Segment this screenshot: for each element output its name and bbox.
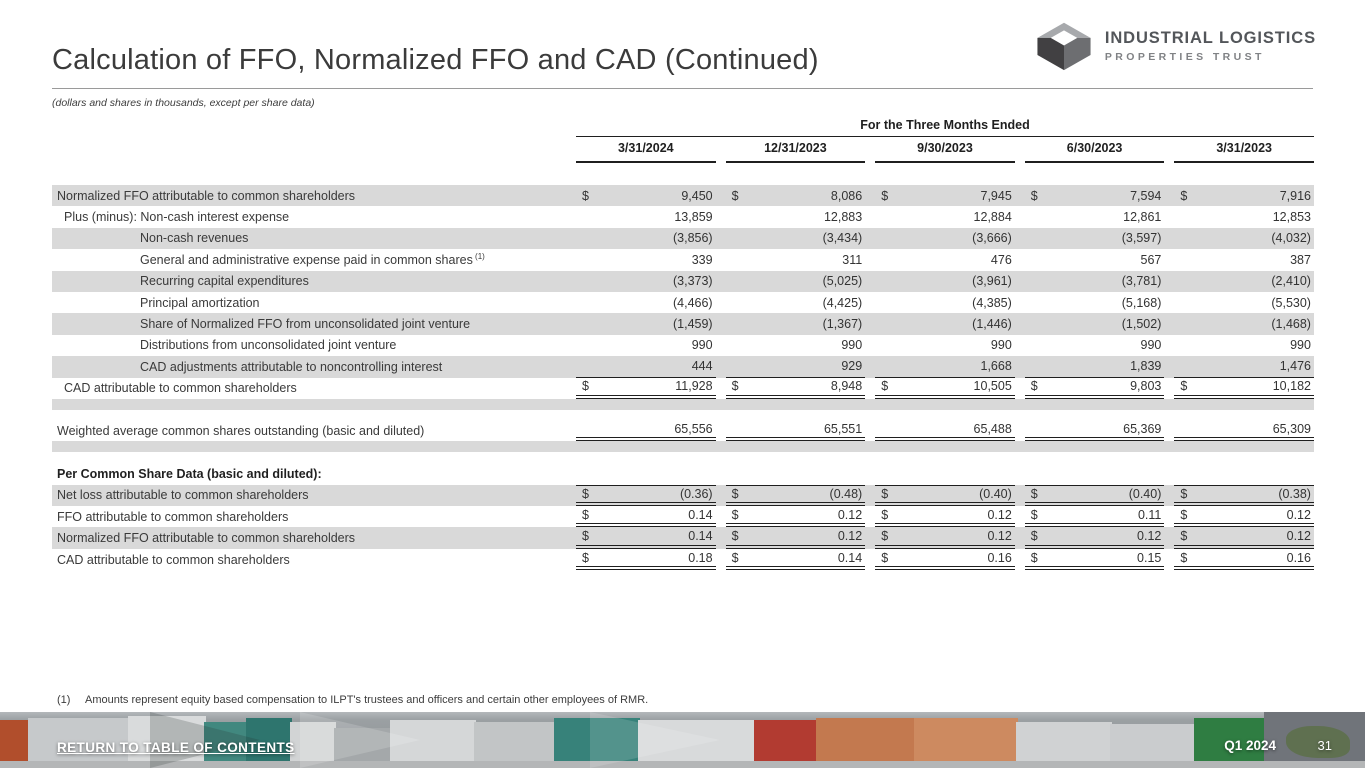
logo-line1: INDUSTRIAL LOGISTICS bbox=[1104, 28, 1316, 47]
table-row bbox=[52, 420, 1314, 441]
value-cell bbox=[726, 206, 866, 227]
dollar-sign: $ bbox=[1030, 550, 1038, 565]
table-row bbox=[52, 441, 1314, 452]
value-cell bbox=[1025, 506, 1165, 527]
table-row bbox=[52, 527, 1314, 548]
value-cell bbox=[726, 249, 866, 270]
dollar-sign: $ bbox=[582, 550, 589, 565]
cell-value: 0.12 bbox=[1286, 507, 1311, 522]
value-cell bbox=[1174, 292, 1314, 313]
dollar-sign: $ bbox=[881, 507, 889, 522]
cell-value: (3,597) bbox=[1121, 231, 1162, 246]
value-cell bbox=[576, 506, 716, 527]
row-values bbox=[576, 485, 1314, 506]
row-label: Weighted average common shares outstanding (basic and diluted) bbox=[57, 423, 425, 438]
table-row bbox=[52, 410, 1314, 420]
value-cell bbox=[576, 335, 716, 356]
value-cell bbox=[1025, 292, 1165, 313]
table-row bbox=[52, 378, 1314, 399]
table-row bbox=[52, 228, 1314, 249]
cell-value: 929 bbox=[841, 359, 863, 374]
row-label: CAD attributable to common shareholders bbox=[57, 552, 290, 567]
cell-value: 65,551 bbox=[823, 421, 863, 436]
value-cell bbox=[1025, 420, 1165, 441]
table-row bbox=[52, 452, 1314, 463]
dollar-sign: $ bbox=[731, 188, 739, 203]
column-header: 9/30/2023 bbox=[875, 137, 1015, 163]
table-row bbox=[52, 356, 1314, 377]
value-cell bbox=[576, 206, 716, 227]
row-label: CAD attributable to common shareholders bbox=[64, 381, 297, 396]
cell-value: 12,883 bbox=[823, 210, 863, 225]
cell-value: 65,488 bbox=[973, 421, 1012, 436]
cell-value: 7,945 bbox=[980, 188, 1012, 203]
row-values bbox=[576, 185, 1314, 206]
value-cell bbox=[576, 271, 716, 292]
value-cell bbox=[1025, 335, 1165, 356]
cell-value: (3,434) bbox=[822, 231, 863, 246]
value-cell bbox=[875, 378, 1015, 399]
footer-photo bbox=[0, 712, 1365, 768]
column-header: 3/31/2023 bbox=[1174, 137, 1314, 163]
value-cell bbox=[1025, 378, 1165, 399]
row-values bbox=[576, 228, 1314, 249]
dollar-sign: $ bbox=[731, 529, 739, 544]
cell-value: (3,856) bbox=[672, 231, 713, 246]
page-title: Calculation of FFO, Normalized FFO and CAD (Continued) bbox=[52, 44, 819, 76]
cell-value: 9,803 bbox=[1130, 379, 1162, 394]
dollar-sign: $ bbox=[1180, 507, 1188, 522]
dollar-sign: $ bbox=[582, 529, 589, 544]
cell-value: (1,468) bbox=[1271, 317, 1311, 332]
value-cell bbox=[1174, 206, 1314, 227]
row-label: Distributions from unconsolidated joint venture bbox=[140, 338, 397, 353]
row-values bbox=[576, 313, 1314, 334]
row-label: Principal amortization bbox=[140, 295, 260, 310]
column-header: 3/31/2024 bbox=[576, 137, 716, 163]
row-label: Share of Normalized FFO from unconsolidated joint venture bbox=[140, 317, 471, 332]
column-header: 12/31/2023 bbox=[726, 137, 866, 163]
cell-value: 10,505 bbox=[973, 379, 1012, 394]
cell-value: (3,781) bbox=[1121, 274, 1162, 289]
cell-value: 12,861 bbox=[1123, 210, 1162, 225]
value-cell bbox=[726, 335, 866, 356]
units-note: (dollars and shares in thousands, except per share data) bbox=[52, 97, 315, 109]
value-cell bbox=[1174, 420, 1314, 441]
value-cell bbox=[1174, 356, 1314, 377]
cell-value: 0.12 bbox=[837, 529, 863, 544]
dollar-sign: $ bbox=[881, 188, 889, 203]
dollar-sign: $ bbox=[731, 379, 739, 394]
row-values bbox=[576, 527, 1314, 548]
value-cell bbox=[726, 527, 866, 548]
cell-value: (4,425) bbox=[822, 295, 863, 310]
value-cell bbox=[1174, 378, 1314, 399]
value-cell bbox=[576, 249, 716, 270]
dollar-sign: $ bbox=[1180, 486, 1188, 501]
value-cell bbox=[726, 313, 866, 334]
value-cell bbox=[726, 549, 866, 570]
value-cell bbox=[576, 356, 716, 377]
row-label: Non-cash revenues bbox=[140, 231, 249, 246]
page-number: 31 bbox=[1317, 738, 1332, 753]
value-cell bbox=[875, 335, 1015, 356]
cell-value: (0.38) bbox=[1278, 486, 1311, 501]
value-cell bbox=[1025, 356, 1165, 377]
value-cell bbox=[576, 292, 716, 313]
value-cell bbox=[875, 228, 1015, 249]
value-cell bbox=[1174, 549, 1314, 570]
table-row bbox=[52, 249, 1314, 270]
row-label: Net loss attributable to common shareholders bbox=[57, 488, 309, 503]
report-period: Q1 2024 bbox=[1224, 738, 1276, 753]
cell-value: 0.16 bbox=[987, 550, 1012, 565]
cell-value: 339 bbox=[691, 252, 713, 267]
row-values bbox=[576, 506, 1314, 527]
value-cell bbox=[1174, 249, 1314, 270]
row-values bbox=[576, 378, 1314, 399]
value-cell bbox=[726, 271, 866, 292]
value-cell bbox=[875, 206, 1015, 227]
cell-value: (3,961) bbox=[972, 274, 1012, 289]
cell-value: 0.15 bbox=[1137, 550, 1162, 565]
table-row bbox=[52, 185, 1314, 206]
value-cell bbox=[875, 292, 1015, 313]
value-cell bbox=[726, 485, 866, 506]
cell-value: 0.12 bbox=[837, 507, 863, 522]
cell-value: (0.40) bbox=[979, 486, 1012, 501]
cell-value: 0.11 bbox=[1137, 507, 1162, 522]
footnote bbox=[57, 694, 648, 706]
cell-value: (2,410) bbox=[1271, 274, 1311, 289]
value-cell bbox=[576, 420, 716, 441]
cell-value: 990 bbox=[841, 338, 863, 353]
cell-value: 65,556 bbox=[674, 421, 713, 436]
table-date-headers bbox=[576, 137, 1314, 163]
cell-value: (4,385) bbox=[972, 295, 1012, 310]
cell-value: 0.16 bbox=[1286, 550, 1311, 565]
value-cell bbox=[726, 356, 866, 377]
dollar-sign: $ bbox=[731, 507, 739, 522]
value-cell bbox=[1025, 206, 1165, 227]
cell-value: 7,594 bbox=[1130, 188, 1162, 203]
dollar-sign: $ bbox=[881, 486, 889, 501]
table-row bbox=[52, 506, 1314, 527]
value-cell bbox=[726, 185, 866, 206]
logo-cube-icon bbox=[1032, 18, 1096, 73]
table-row bbox=[52, 271, 1314, 292]
dollar-sign: $ bbox=[731, 550, 739, 565]
row-label: FFO attributable to common shareholders bbox=[57, 509, 289, 524]
value-cell bbox=[875, 271, 1015, 292]
value-cell bbox=[576, 313, 716, 334]
table-row bbox=[52, 463, 1314, 484]
cell-value: 311 bbox=[842, 252, 863, 267]
value-cell bbox=[875, 549, 1015, 570]
company-logo bbox=[1032, 18, 1316, 73]
value-cell bbox=[875, 485, 1015, 506]
value-cell bbox=[576, 527, 716, 548]
cell-value: (5,530) bbox=[1271, 295, 1311, 310]
dollar-sign: $ bbox=[731, 486, 739, 501]
row-label: General and administrative expense paid in common shares $^{(1)}$ bbox=[140, 252, 485, 268]
value-cell bbox=[1174, 271, 1314, 292]
cell-value: (3,373) bbox=[672, 274, 713, 289]
value-cell bbox=[726, 292, 866, 313]
logo-line2: PROPERTIES TRUST bbox=[1104, 50, 1265, 63]
cell-value: (5,025) bbox=[822, 274, 863, 289]
value-cell bbox=[1025, 527, 1165, 548]
dollar-sign: $ bbox=[1030, 529, 1038, 544]
cell-value: 0.12 bbox=[987, 529, 1012, 544]
row-label: CAD adjustments attributable to noncontrolling interest bbox=[140, 359, 443, 374]
footnote-marker: (1) bbox=[57, 694, 71, 706]
footnote-text: Amounts represent equity based compensation to ILPT's trustees and officers and certain other employees of RMR. bbox=[85, 694, 649, 706]
cell-value: (1,502) bbox=[1121, 317, 1162, 332]
title-divider bbox=[52, 88, 1313, 89]
value-cell bbox=[1025, 228, 1165, 249]
row-label: Recurring capital expenditures bbox=[140, 274, 309, 289]
cell-value: (0.40) bbox=[1128, 486, 1162, 501]
value-cell bbox=[1025, 249, 1165, 270]
cell-value: (4,032) bbox=[1271, 231, 1311, 246]
cell-value: (1,459) bbox=[672, 317, 713, 332]
value-cell bbox=[1025, 185, 1165, 206]
dollar-sign: $ bbox=[881, 550, 889, 565]
dollar-sign: $ bbox=[582, 486, 589, 501]
value-cell bbox=[875, 527, 1015, 548]
cell-value: 444 bbox=[691, 359, 713, 374]
table-row bbox=[52, 292, 1314, 313]
dollar-sign: $ bbox=[1180, 529, 1188, 544]
value-cell bbox=[1025, 485, 1165, 506]
cell-value: 0.12 bbox=[1286, 529, 1311, 544]
cell-value: 990 bbox=[1290, 338, 1311, 353]
cell-value: (0.36) bbox=[679, 486, 713, 501]
dollar-sign: $ bbox=[1180, 379, 1188, 394]
cell-value: 0.14 bbox=[837, 550, 863, 565]
cell-value: 1,668 bbox=[980, 359, 1012, 374]
cell-value: 990 bbox=[691, 338, 713, 353]
dollar-sign: $ bbox=[1180, 550, 1188, 565]
row-label: Per Common Share Data (basic and diluted): bbox=[57, 466, 322, 481]
value-cell bbox=[1174, 527, 1314, 548]
row-values bbox=[576, 356, 1314, 377]
value-cell bbox=[1174, 185, 1314, 206]
value-cell bbox=[875, 506, 1015, 527]
cell-value: (1,367) bbox=[822, 317, 863, 332]
cell-value: 12,853 bbox=[1272, 210, 1311, 225]
row-label: Plus (minus): Non-cash interest expense bbox=[64, 210, 290, 225]
value-cell bbox=[726, 378, 866, 399]
footnote-ref: (1) bbox=[472, 252, 485, 262]
cell-value: 13,859 bbox=[674, 210, 713, 225]
cell-value: 476 bbox=[990, 252, 1012, 267]
value-cell bbox=[576, 228, 716, 249]
value-cell bbox=[576, 549, 716, 570]
value-cell bbox=[576, 185, 716, 206]
cell-value: 9,450 bbox=[681, 188, 713, 203]
value-cell bbox=[875, 249, 1015, 270]
cell-value: 567 bbox=[1140, 252, 1162, 267]
cell-value: 7,916 bbox=[1279, 188, 1311, 203]
logo-text bbox=[1105, 29, 1316, 63]
dollar-sign: $ bbox=[1030, 188, 1038, 203]
dollar-sign: $ bbox=[1030, 486, 1038, 501]
value-cell bbox=[1025, 313, 1165, 334]
row-values bbox=[576, 206, 1314, 227]
cell-value: 0.12 bbox=[987, 507, 1012, 522]
dollar-sign: $ bbox=[1030, 379, 1038, 394]
cell-value: 65,369 bbox=[1123, 421, 1162, 436]
dollar-sign: $ bbox=[881, 379, 889, 394]
cell-value: 387 bbox=[1290, 252, 1311, 267]
table-row bbox=[52, 549, 1314, 570]
cell-value: 8,948 bbox=[830, 379, 863, 394]
period-group-header: For the Three Months Ended bbox=[576, 118, 1314, 137]
row-values bbox=[576, 271, 1314, 292]
cell-value: 65,309 bbox=[1272, 421, 1311, 436]
value-cell bbox=[576, 378, 716, 399]
row-label: Normalized FFO attributable to common shareholders bbox=[57, 188, 356, 203]
row-values bbox=[576, 420, 1314, 441]
cell-value: 8,086 bbox=[830, 188, 863, 203]
dollar-sign: $ bbox=[1180, 188, 1188, 203]
cell-value: 990 bbox=[1140, 338, 1162, 353]
row-values bbox=[576, 249, 1314, 270]
cell-value: 1,839 bbox=[1130, 359, 1162, 374]
cell-value: 0.14 bbox=[688, 529, 713, 544]
cell-value: (0.48) bbox=[829, 486, 863, 501]
dollar-sign: $ bbox=[582, 188, 589, 203]
dollar-sign: $ bbox=[582, 507, 589, 522]
return-to-toc-link[interactable]: RETURN TO TABLE OF CONTENTS bbox=[57, 740, 295, 755]
value-cell bbox=[875, 420, 1015, 441]
value-cell bbox=[1025, 549, 1165, 570]
column-header: 6/30/2023 bbox=[1025, 137, 1165, 163]
ffo-cad-table bbox=[52, 118, 1314, 570]
table-row bbox=[52, 399, 1314, 410]
cell-value: 990 bbox=[990, 338, 1012, 353]
value-cell bbox=[726, 506, 866, 527]
value-cell bbox=[875, 313, 1015, 334]
cell-value: 0.14 bbox=[688, 507, 713, 522]
value-cell bbox=[576, 485, 716, 506]
dollar-sign: $ bbox=[1030, 507, 1038, 522]
value-cell bbox=[1025, 271, 1165, 292]
dollar-sign: $ bbox=[881, 529, 889, 544]
value-cell bbox=[1174, 313, 1314, 334]
table-body bbox=[52, 185, 1314, 570]
cell-value: (5,168) bbox=[1121, 295, 1162, 310]
table-header bbox=[576, 118, 1314, 163]
cell-value: 1,476 bbox=[1279, 359, 1311, 374]
dollar-sign: $ bbox=[582, 379, 589, 394]
cell-value: (1,446) bbox=[972, 317, 1012, 332]
table-row bbox=[52, 485, 1314, 506]
table-row bbox=[52, 313, 1314, 334]
value-cell bbox=[1174, 335, 1314, 356]
value-cell bbox=[1174, 228, 1314, 249]
row-label: Normalized FFO attributable to common shareholders bbox=[57, 531, 356, 546]
value-cell bbox=[875, 356, 1015, 377]
table-row bbox=[52, 335, 1314, 356]
cell-value: (4,466) bbox=[672, 295, 713, 310]
cell-value: 0.18 bbox=[688, 550, 713, 565]
cell-value: 12,884 bbox=[973, 210, 1012, 225]
cell-value: 0.12 bbox=[1137, 529, 1162, 544]
cell-value: (3,666) bbox=[972, 231, 1012, 246]
row-values bbox=[576, 335, 1314, 356]
cell-value: 11,928 bbox=[675, 379, 713, 394]
value-cell bbox=[726, 228, 866, 249]
row-values bbox=[576, 292, 1314, 313]
row-values bbox=[576, 549, 1314, 570]
value-cell bbox=[875, 185, 1015, 206]
table-row bbox=[52, 206, 1314, 227]
value-cell bbox=[1174, 506, 1314, 527]
value-cell bbox=[726, 420, 866, 441]
cell-value: 10,182 bbox=[1272, 379, 1311, 394]
value-cell bbox=[1174, 485, 1314, 506]
